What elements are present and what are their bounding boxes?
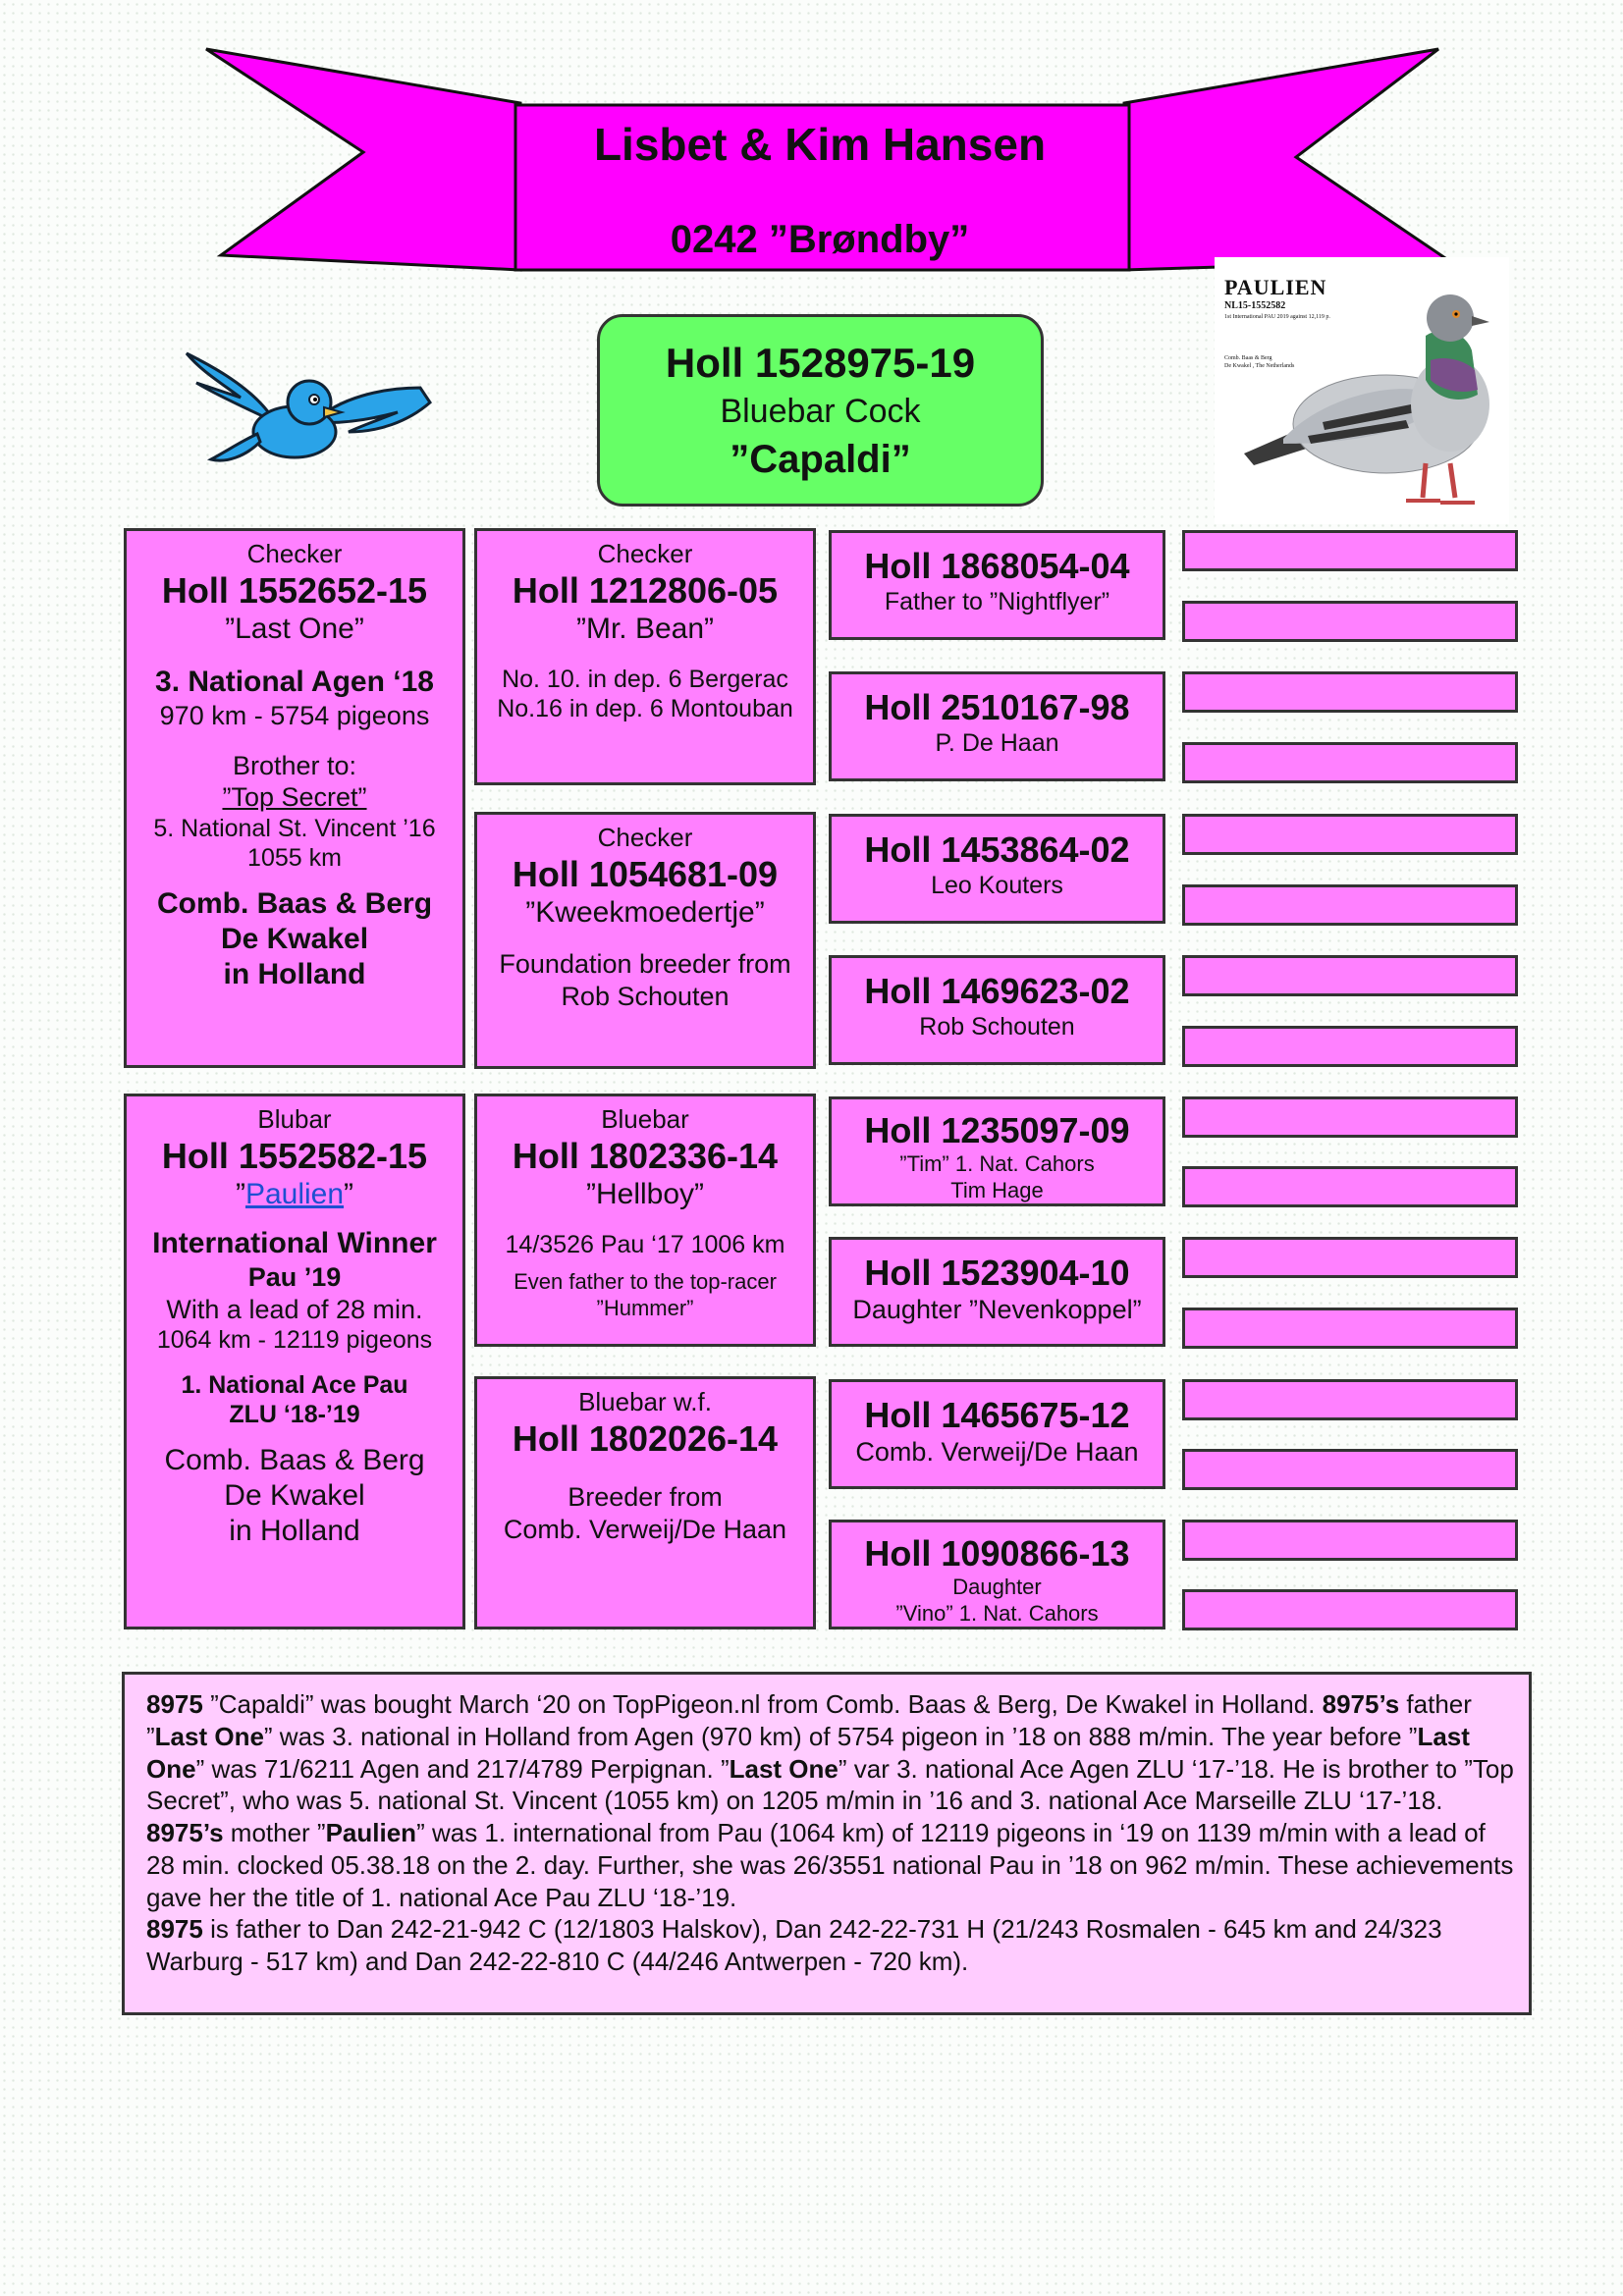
gen4-box bbox=[1182, 1237, 1518, 1278]
gen4-box bbox=[1182, 671, 1518, 713]
gen4-box bbox=[1182, 530, 1518, 571]
sire-sire-line2: No.16 in dep. 6 Montouban bbox=[497, 695, 793, 723]
dam-color: Blubar bbox=[257, 1104, 332, 1134]
dam-sire-name: ”Hellboy” bbox=[585, 1178, 705, 1211]
gen3-ring-8: Holl 1090866-13 bbox=[864, 1533, 1130, 1574]
gen4-box bbox=[1182, 1308, 1518, 1349]
gen4-box bbox=[1182, 1166, 1518, 1207]
notes-paragraph-2 bbox=[146, 1817, 1517, 1913]
gen3-line-5: ”Tim” 1. Nat. Cahors bbox=[899, 1151, 1095, 1177]
notes-bold: 8975’s bbox=[1322, 1689, 1400, 1719]
gen3-ring-3: Holl 1453864-02 bbox=[864, 829, 1130, 870]
notes-text: ” was 71/6211 Agen and 217/4789 Perpignan. ” bbox=[195, 1753, 730, 1784]
dam-lead: With a lead of 28 min. bbox=[166, 1294, 423, 1324]
gen3-line-3: Leo Kouters bbox=[931, 872, 1063, 900]
sire-detail: 970 km - 5754 pigeons bbox=[159, 701, 430, 731]
gen3-card-7 bbox=[829, 1379, 1165, 1489]
dam-ring: Holl 1552582-15 bbox=[161, 1136, 428, 1177]
dam-card bbox=[124, 1094, 465, 1629]
gen4-box bbox=[1182, 1379, 1518, 1420]
main-color: Bluebar Cock bbox=[720, 393, 921, 431]
gen4-box bbox=[1182, 742, 1518, 783]
gen4-box bbox=[1182, 1096, 1518, 1138]
main-name: ”Capaldi” bbox=[730, 438, 911, 482]
sire-dam-card bbox=[474, 812, 816, 1069]
sire-dam-line1: Foundation breeder from bbox=[499, 949, 791, 980]
sire-owner-1: Comb. Baas & Berg bbox=[156, 886, 433, 920]
notes-box bbox=[122, 1672, 1532, 2015]
gen4-box bbox=[1182, 884, 1518, 926]
sire-name: ”Last One” bbox=[225, 613, 364, 646]
paulien-link[interactable]: Paulien bbox=[244, 1178, 345, 1211]
dam-name bbox=[127, 1177, 462, 1212]
dam-name-open: ” bbox=[235, 1178, 245, 1211]
notes-bold: 8975 bbox=[146, 1914, 203, 1945]
sire-brother-label: Brother to: bbox=[232, 750, 357, 780]
gen3-line2-5: Tim Hage bbox=[950, 1177, 1044, 1202]
dam-name-close: ” bbox=[344, 1178, 354, 1211]
notes-text: ” var 3. national Ace Agen ZLU ‘17-’18. He is brother to ”Top Secret”, who was 5. national St. Vincent (1055 km) on 1205 m/min in ’16 and 3. national Ace Marseille ZLU ‘17-’18. bbox=[146, 1753, 1514, 1816]
gen3-line-7: Comb. Verweij/De Haan bbox=[855, 1437, 1139, 1468]
dam-dam-line1: Breeder from bbox=[568, 1482, 723, 1513]
gen3-ring-5: Holl 1235097-09 bbox=[864, 1110, 1130, 1150]
pigeon-image bbox=[1215, 257, 1509, 524]
notes-bold: 8975’s bbox=[146, 1818, 224, 1847]
sire-sire-ring: Holl 1212806-05 bbox=[512, 570, 779, 612]
gen3-ring-2: Holl 2510167-98 bbox=[864, 687, 1130, 727]
gen4-box bbox=[1182, 955, 1518, 996]
notes-paragraph-3 bbox=[146, 1913, 1517, 1978]
gen3-card-2 bbox=[829, 671, 1165, 781]
sire-brother-km: 1055 km bbox=[247, 843, 342, 872]
gen3-line-6: Daughter ”Nevenkoppel” bbox=[852, 1295, 1142, 1325]
dam-ace-1: 1. National Ace Pau bbox=[181, 1371, 408, 1400]
gen3-ring-7: Holl 1465675-12 bbox=[864, 1395, 1130, 1435]
notes-text: ” was 3. national in Holland from Agen (970 km) of 5754 pigeon in ’18 on 888 m/min. The year before ” bbox=[263, 1721, 1418, 1751]
main-ring: Holl 1528975-19 bbox=[665, 340, 976, 386]
gen3-card-1 bbox=[829, 530, 1165, 640]
sire-dam-name: ”Kweekmoedertje” bbox=[525, 896, 765, 930]
gen3-line-4: Rob Schouten bbox=[919, 1013, 1075, 1041]
gen4-box bbox=[1182, 1589, 1518, 1630]
gen4-box bbox=[1182, 1449, 1518, 1490]
notes-text: ”Capaldi” was bought March ‘20 on TopPigeon.nl from Comb. Baas & Berg, De Kwakel in Holland. bbox=[202, 1689, 1323, 1719]
gen4-box bbox=[1182, 1520, 1518, 1561]
sire-dam-line2: Rob Schouten bbox=[561, 981, 730, 1011]
notes-bold: Last One bbox=[729, 1753, 839, 1784]
photo-ring: NL15-1552582 bbox=[1224, 300, 1286, 311]
sire-brother-result: 5. National St. Vincent ’16 bbox=[153, 814, 436, 842]
gen3-line-1: Father to ”Nightflyer” bbox=[884, 588, 1110, 616]
dam-sire-ring: Holl 1802336-14 bbox=[512, 1136, 779, 1177]
sire-sire-card bbox=[474, 528, 816, 785]
notes-text: father ” bbox=[146, 1689, 1472, 1751]
sire-card bbox=[124, 528, 465, 1068]
gen3-card-4 bbox=[829, 955, 1165, 1065]
notes-text: mother ” bbox=[223, 1818, 326, 1847]
notes-text: ” was 1. international from Pau (1064 km) of 12119 pigeons in ‘19 on 1139 m/min with a lead of 28 min. clocked 05.38.18 on the 2. day. Further, she was 26/3551 national Pau in ’18 on 962 m/min. These achievements gave her the title of 1. national Ace Pau ZLU ‘18-’19. bbox=[146, 1818, 1514, 1912]
photo-name: PAULIEN bbox=[1224, 275, 1327, 299]
notes-bold: Paulien bbox=[325, 1818, 417, 1847]
dam-sire-line1: 14/3526 Pau ‘17 1006 km bbox=[505, 1231, 785, 1259]
sire-brother-name: ”Top Secret” bbox=[222, 782, 367, 813]
photo-owner-line2: De Kwakel , The Netherlands bbox=[1224, 362, 1295, 369]
notes-text: is father to Dan 242-21-942 C (12/1803 Halskov), Dan 242-22-731 H (21/243 Rosmalen - 645 km and 24/323 Warburg - 517 km) and Dan 242-22-810 C (44/246 Antwerpen - 720 km). bbox=[146, 1914, 1442, 1976]
sire-dam-color: Checker bbox=[597, 823, 693, 852]
gen3-line2-8: ”Vino” 1. Nat. Cahors bbox=[895, 1600, 1099, 1626]
dam-achievement-1: International Winner bbox=[152, 1227, 437, 1260]
dam-dam-line2: Comb. Verweij/De Haan bbox=[503, 1514, 787, 1544]
gen4-box bbox=[1182, 601, 1518, 642]
gen4-box bbox=[1182, 1026, 1518, 1067]
dam-sire-line3: ”Hummer” bbox=[596, 1295, 694, 1320]
gen3-card-8 bbox=[829, 1520, 1165, 1629]
gen3-ring-4: Holl 1469623-02 bbox=[864, 971, 1130, 1011]
photo-result: 1st International PAU 2019 against 12,119 p. bbox=[1224, 314, 1330, 320]
dam-owner-3: in Holland bbox=[229, 1515, 360, 1548]
banner-title: Lisbet & Kim Hansen bbox=[593, 119, 1047, 170]
dam-sire-line2: Even father to the top-racer bbox=[514, 1269, 777, 1295]
dam-dam-card bbox=[474, 1376, 816, 1629]
dam-sire-card bbox=[474, 1094, 816, 1347]
gen3-line-2: P. De Haan bbox=[935, 729, 1059, 758]
photo-owner-line1: Comb. Baas & Berg bbox=[1224, 355, 1272, 361]
sire-ring: Holl 1552652-15 bbox=[161, 570, 428, 612]
paulien-photo bbox=[1215, 257, 1509, 524]
dam-sire-color: Bluebar bbox=[601, 1104, 689, 1134]
dam-owner-1: Comb. Baas & Berg bbox=[164, 1444, 425, 1477]
dam-dam-color: Bluebar w.f. bbox=[578, 1387, 712, 1416]
sire-sire-color: Checker bbox=[597, 539, 693, 568]
gen3-card-6 bbox=[829, 1237, 1165, 1347]
sire-achievement: 3. National Agen ‘18 bbox=[155, 666, 434, 699]
notes-bold: Last One bbox=[146, 1721, 1470, 1784]
dam-ace-2: ZLU ‘18-’19 bbox=[229, 1401, 360, 1429]
gen3-ring-1: Holl 1868054-04 bbox=[864, 546, 1130, 586]
gen3-card-3 bbox=[829, 814, 1165, 924]
dam-achievement-2: Pau ’19 bbox=[247, 1262, 342, 1293]
sire-dam-ring: Holl 1054681-09 bbox=[512, 854, 779, 895]
notes-bold: Last One bbox=[154, 1721, 264, 1751]
sire-sire-line1: No. 10. in dep. 6 Bergerac bbox=[502, 666, 788, 694]
gen4-box bbox=[1182, 814, 1518, 855]
dam-owner-2: De Kwakel bbox=[224, 1479, 365, 1513]
dam-detail: 1064 km - 12119 pigeons bbox=[156, 1326, 433, 1355]
gen3-card-5 bbox=[829, 1096, 1165, 1206]
bluebird-icon bbox=[167, 344, 437, 471]
sire-owner-2: De Kwakel bbox=[220, 922, 369, 955]
gen3-ring-6: Holl 1523904-10 bbox=[864, 1253, 1130, 1293]
gen3-line-8: Daughter bbox=[952, 1575, 1042, 1600]
dam-dam-ring: Holl 1802026-14 bbox=[512, 1418, 779, 1460]
sire-color: Checker bbox=[246, 539, 343, 568]
sire-sire-name: ”Mr. Bean” bbox=[575, 613, 715, 646]
notes-bold: 8975 bbox=[146, 1689, 203, 1719]
notes-paragraph-1 bbox=[146, 1688, 1517, 1817]
main-pigeon-card bbox=[597, 314, 1044, 507]
banner-subtitle: 0242 ”Brøndby” bbox=[670, 218, 970, 261]
sire-owner-3: in Holland bbox=[223, 957, 366, 990]
